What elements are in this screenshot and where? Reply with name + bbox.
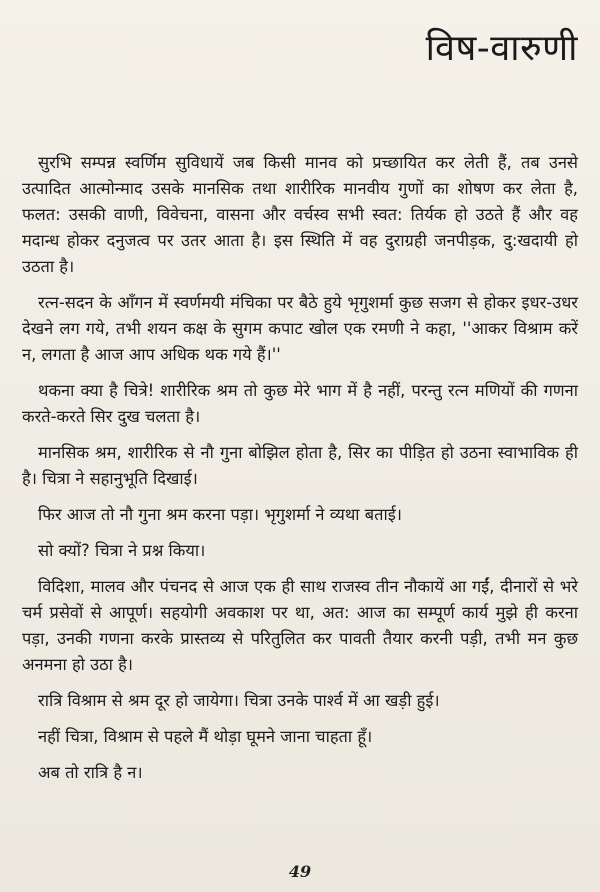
- paragraph: थकना क्या है चित्रे! शारीरिक श्रम तो कुछ मेरे भाग में है नहीं, परन्तु रत्न मणियों की गणना करते-करते सिर दुख चलता है।: [22, 381, 578, 426]
- chapter-title: विष-वारुणी: [425, 28, 578, 69]
- paragraph: रात्रि विश्राम से श्रम दूर हो जायेगा। चित्रा उनके पार्श्व में आ खड़ी हुई।: [38, 691, 440, 710]
- paragraph: अब तो रात्रि है न।: [38, 763, 143, 782]
- paragraph: विदिशा, मालव और पंचनद से आज एक ही साथ राजस्व तीन नौकायें आ गईं, दीनारों से भरे चर्म प्रसेवों से आपूर्ण। सहयोगी अवकाश पर था, अत: आज का सम्पूर्ण कार्य मुझे ही करना पड़ा, उनकी गणना करके प्रास्तव्य से परितुलित कर पावती तैयार करनी पड़ी, तभी मन कुछ अनमना हो उठा है।: [22, 577, 578, 674]
- chapter-body: [22, 150, 578, 796]
- paragraph: फिर आज तो नौ गुना श्रम करना पड़ा। भृगुशर्मा ने व्यथा बताई।: [38, 505, 402, 524]
- paragraph: सो क्यों? चित्रा ने प्रश्न किया।: [38, 541, 206, 560]
- paragraph: मानसिक श्रम, शारीरिक से नौ गुना बोझिल होता है, सिर का पीड़ित हो उठना स्वाभाविक ही है। चित्रा ने सहानुभूति दिखाई।: [22, 443, 578, 488]
- paragraph: रत्न-सदन के आँगन में स्वर्णमयी मंचिका पर बैठे हुये भृगुशर्मा कुछ सजग से होकर इधर-उधर देखने लग गये, तभी शयन कक्ष के सुगम कपाट खोल एक रमणी ने कहा, ''आकर विश्राम करें न, लगता है आज आप अधिक थक गये हैं।'': [22, 293, 578, 364]
- page-number: 49: [288, 862, 312, 881]
- paragraph: नहीं चित्रा, विश्राम से पहले मैं थोड़ा घूमने जाना चाहता हूँ।: [38, 727, 373, 746]
- paragraph: सुरभि सम्पन्न स्वर्णिम सुविधायें जब किसी मानव को प्रच्छायित कर लेती हैं, तब उनसे उत्पादित आत्मोन्माद उसके मानसिक तथा शारीरिक मानवीय गुणों का शोषण कर लेता है, फलत: उसकी वाणी, विवेचना, वासना और वर्चस्व सभी स्वत: तिर्यक हो उठते हैं और वह मदान्ध होकर दनुजत्व पर उतर आता है। इस स्थिति में वह दुराग्रही जनपीड़क, दु:खदायी हो उठता है।: [22, 153, 578, 276]
